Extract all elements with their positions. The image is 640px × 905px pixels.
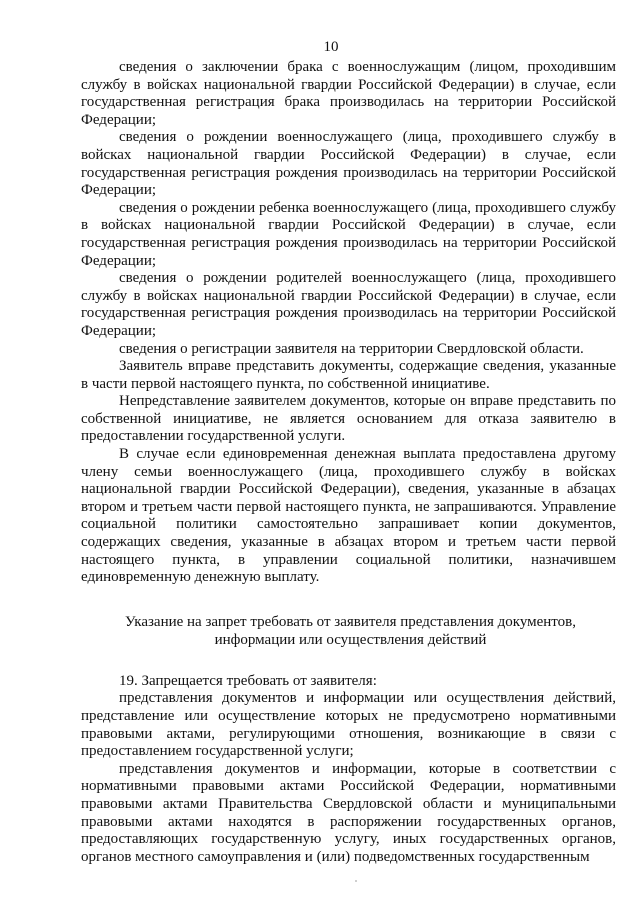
paragraph-item-19: 19. Запрещается требовать от заявителя: — [119, 672, 377, 689]
paragraph-birth-parents: сведения о рождении родителей военнослужащего (лица, проходившего службу в войсках национальной гвардии Российской Федерации) в случае, если государственная регистрация рождения производилась на территории Российской Федерации; — [81, 270, 616, 339]
paragraph-non-submission: Непредставление заявителем документов, которые он вправе представить по собственной инициативе, не является основанием для отказа заявителю в предоставлении государственной услуги. — [81, 393, 616, 445]
paragraph-prohibition-2: представления документов и информации, которые в соответствии с нормативными правовыми актами Российской Федерации, нормативными правовыми актами Правительства Свердловской области и муниципальными правовыми актами находятся в распоряжении государственных органов, предоставляющих государственную услугу, иных государственных органов, органов местного самоуправления и (или) подведомственных государственным — [81, 760, 616, 865]
paragraph-marriage-info: сведения о заключении брака с военнослужащим (лицом, проходившим службу в войсках национальной гвардии Российской Федерации) в случае, если государственная регистрация брака производилась на территории Российской Федерации; — [81, 59, 616, 128]
body-text-bottom — [81, 673, 616, 867]
paragraph-registration: сведения о регистрации заявителя на территории Свердловской области. — [119, 340, 584, 357]
section-heading-line-2: информации или осуществления действий — [214, 631, 487, 648]
section-heading — [81, 613, 616, 649]
page-number: 10 — [323, 39, 339, 55]
body-text-top — [81, 59, 616, 587]
section-heading-line-1: Указание на запрет требовать от заявителя представления документов, — [124, 613, 577, 630]
paragraph-birth-serviceman: сведения о рождении военнослужащего (лица, проходившего службу в войсках национальной гвардии Российской Федерации) в случае, если государственная регистрация рождения производилась на территории Российской Федерации; — [81, 129, 616, 199]
paragraph-own-initiative: Заявитель вправе представить документы, содержащие сведения, указанные в части первой настоящего пункта, по собственной инициативе. — [81, 358, 616, 392]
paragraph-birth-child: сведения о рождении ребенка военнослужащего (лица, проходившего службу в войсках национальной гвардии Российской Федерации) в случае, если государственная регистрация рождения производилась на территории Российской Федерации; — [81, 199, 616, 269]
paragraph-other-member: В случае если единовременная денежная выплата предоставлена другому члену семьи военнослужащего (лица, проходившего службу в войсках национальной гвардии Российской Федерации), сведения, указанные в абзацах втором и третьем части первой настоящего пункта, не запрашиваются. Управление социальной политики самостоятельно запрашивает копии документов, содержащих сведения, указанные в абзацах втором и третьем части первой настоящего пункта, в управлении социальной политики, назначившем единовременную денежную выплату. — [81, 446, 616, 586]
paragraph-prohibition-1: представления документов и информации или осуществления действий, представление или осуществление которых не предусмотрено нормативными правовыми актами, регулирующими отношения, возникающие в связи с предоставлением государственной услуги; — [81, 690, 616, 760]
scan-dot — [355, 880, 357, 882]
